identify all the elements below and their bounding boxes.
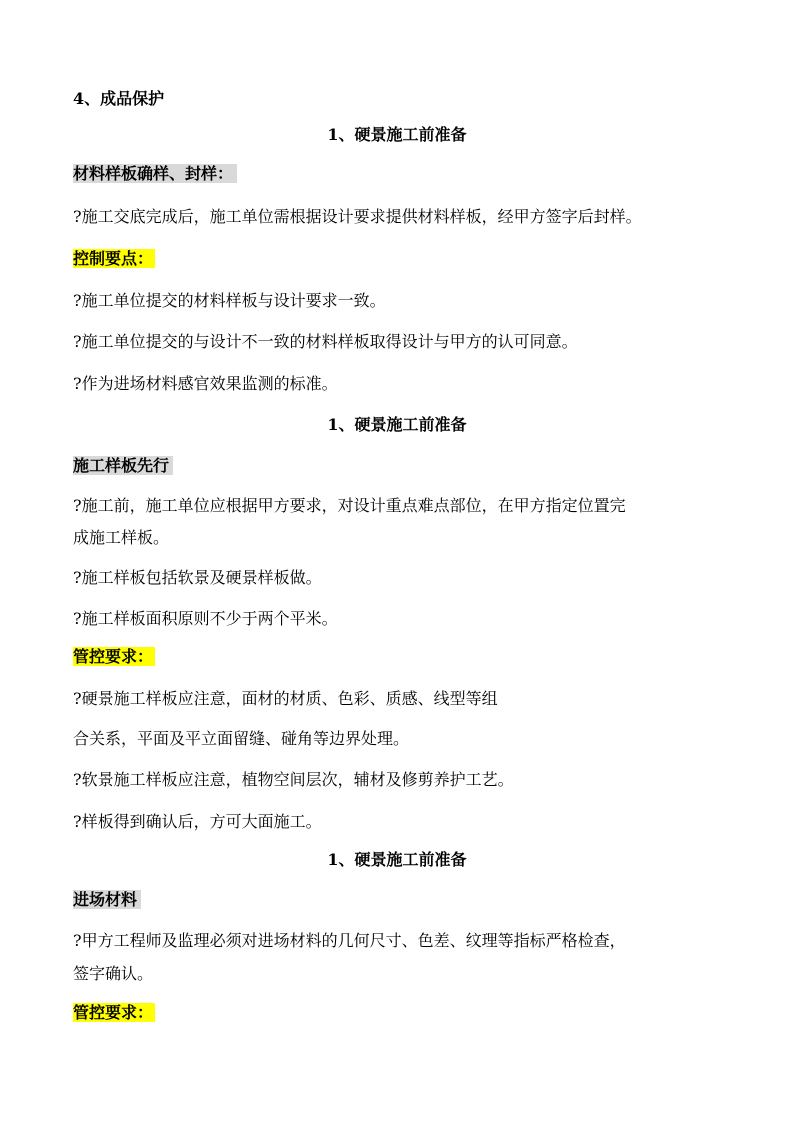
paragraph: ?施工样板面积原则不少于两个平米。 (73, 609, 338, 628)
subheading (73, 455, 173, 477)
subheading (73, 163, 237, 185)
control-point: ?样板得到确认后，方可大面施工。 (73, 812, 322, 831)
paragraph: ?施工交底完成后，施工单位需根据设计要求提供材料样板，经甲方签字后封样。 (73, 207, 642, 226)
subheading-text: 施工样板先行 (73, 456, 173, 475)
control-point: ?软景施工样板应注意，植物空间层次，辅材及修剪养护工艺。 (73, 770, 514, 789)
subheading-text: 材料样板确样、封样： (73, 164, 237, 183)
section-heading: 4、成品保护 (73, 89, 165, 108)
control-point: ?作为进场材料感官效果监测的标准。 (73, 374, 338, 393)
paragraph: ?甲方工程师及监理必须对进场材料的几何尺寸、色差、纹理等指标严格检查， (73, 931, 626, 950)
subheading-text: 进场材料 (73, 890, 141, 909)
control-label-text: 管控要求： (73, 647, 154, 666)
control-label (73, 248, 155, 270)
control-label-text: 控制要点： (73, 249, 154, 268)
control-label (73, 646, 155, 668)
paragraph: ?施工前，施工单位应根据甲方要求，对设计重点难点部位，在甲方指定位置完 (73, 496, 626, 515)
section-title: 1、硬景施工前准备 (327, 415, 467, 434)
control-label-text: 管控要求： (73, 1003, 154, 1022)
control-point: 合关系，平面及平立面留缝、碰角等边界处理。 (73, 729, 410, 748)
section-title: 1、硬景施工前准备 (327, 850, 467, 869)
paragraph: ?施工样板包括软景及硬景样板做。 (73, 568, 322, 587)
control-point: ?施工单位提交的与设计不一致的材料样板取得设计与甲方的认可同意。 (73, 332, 578, 351)
paragraph: 签字确认。 (73, 964, 154, 983)
paragraph: 成施工样板。 (73, 528, 170, 547)
control-point: ?硬景施工样板应注意，面材的材质、色彩、质感、线型等组 (73, 689, 498, 708)
control-label (73, 1002, 155, 1024)
subheading (73, 889, 141, 911)
control-point: ?施工单位提交的材料样板与设计要求一致。 (73, 291, 386, 310)
section-title: 1、硬景施工前准备 (327, 125, 467, 144)
